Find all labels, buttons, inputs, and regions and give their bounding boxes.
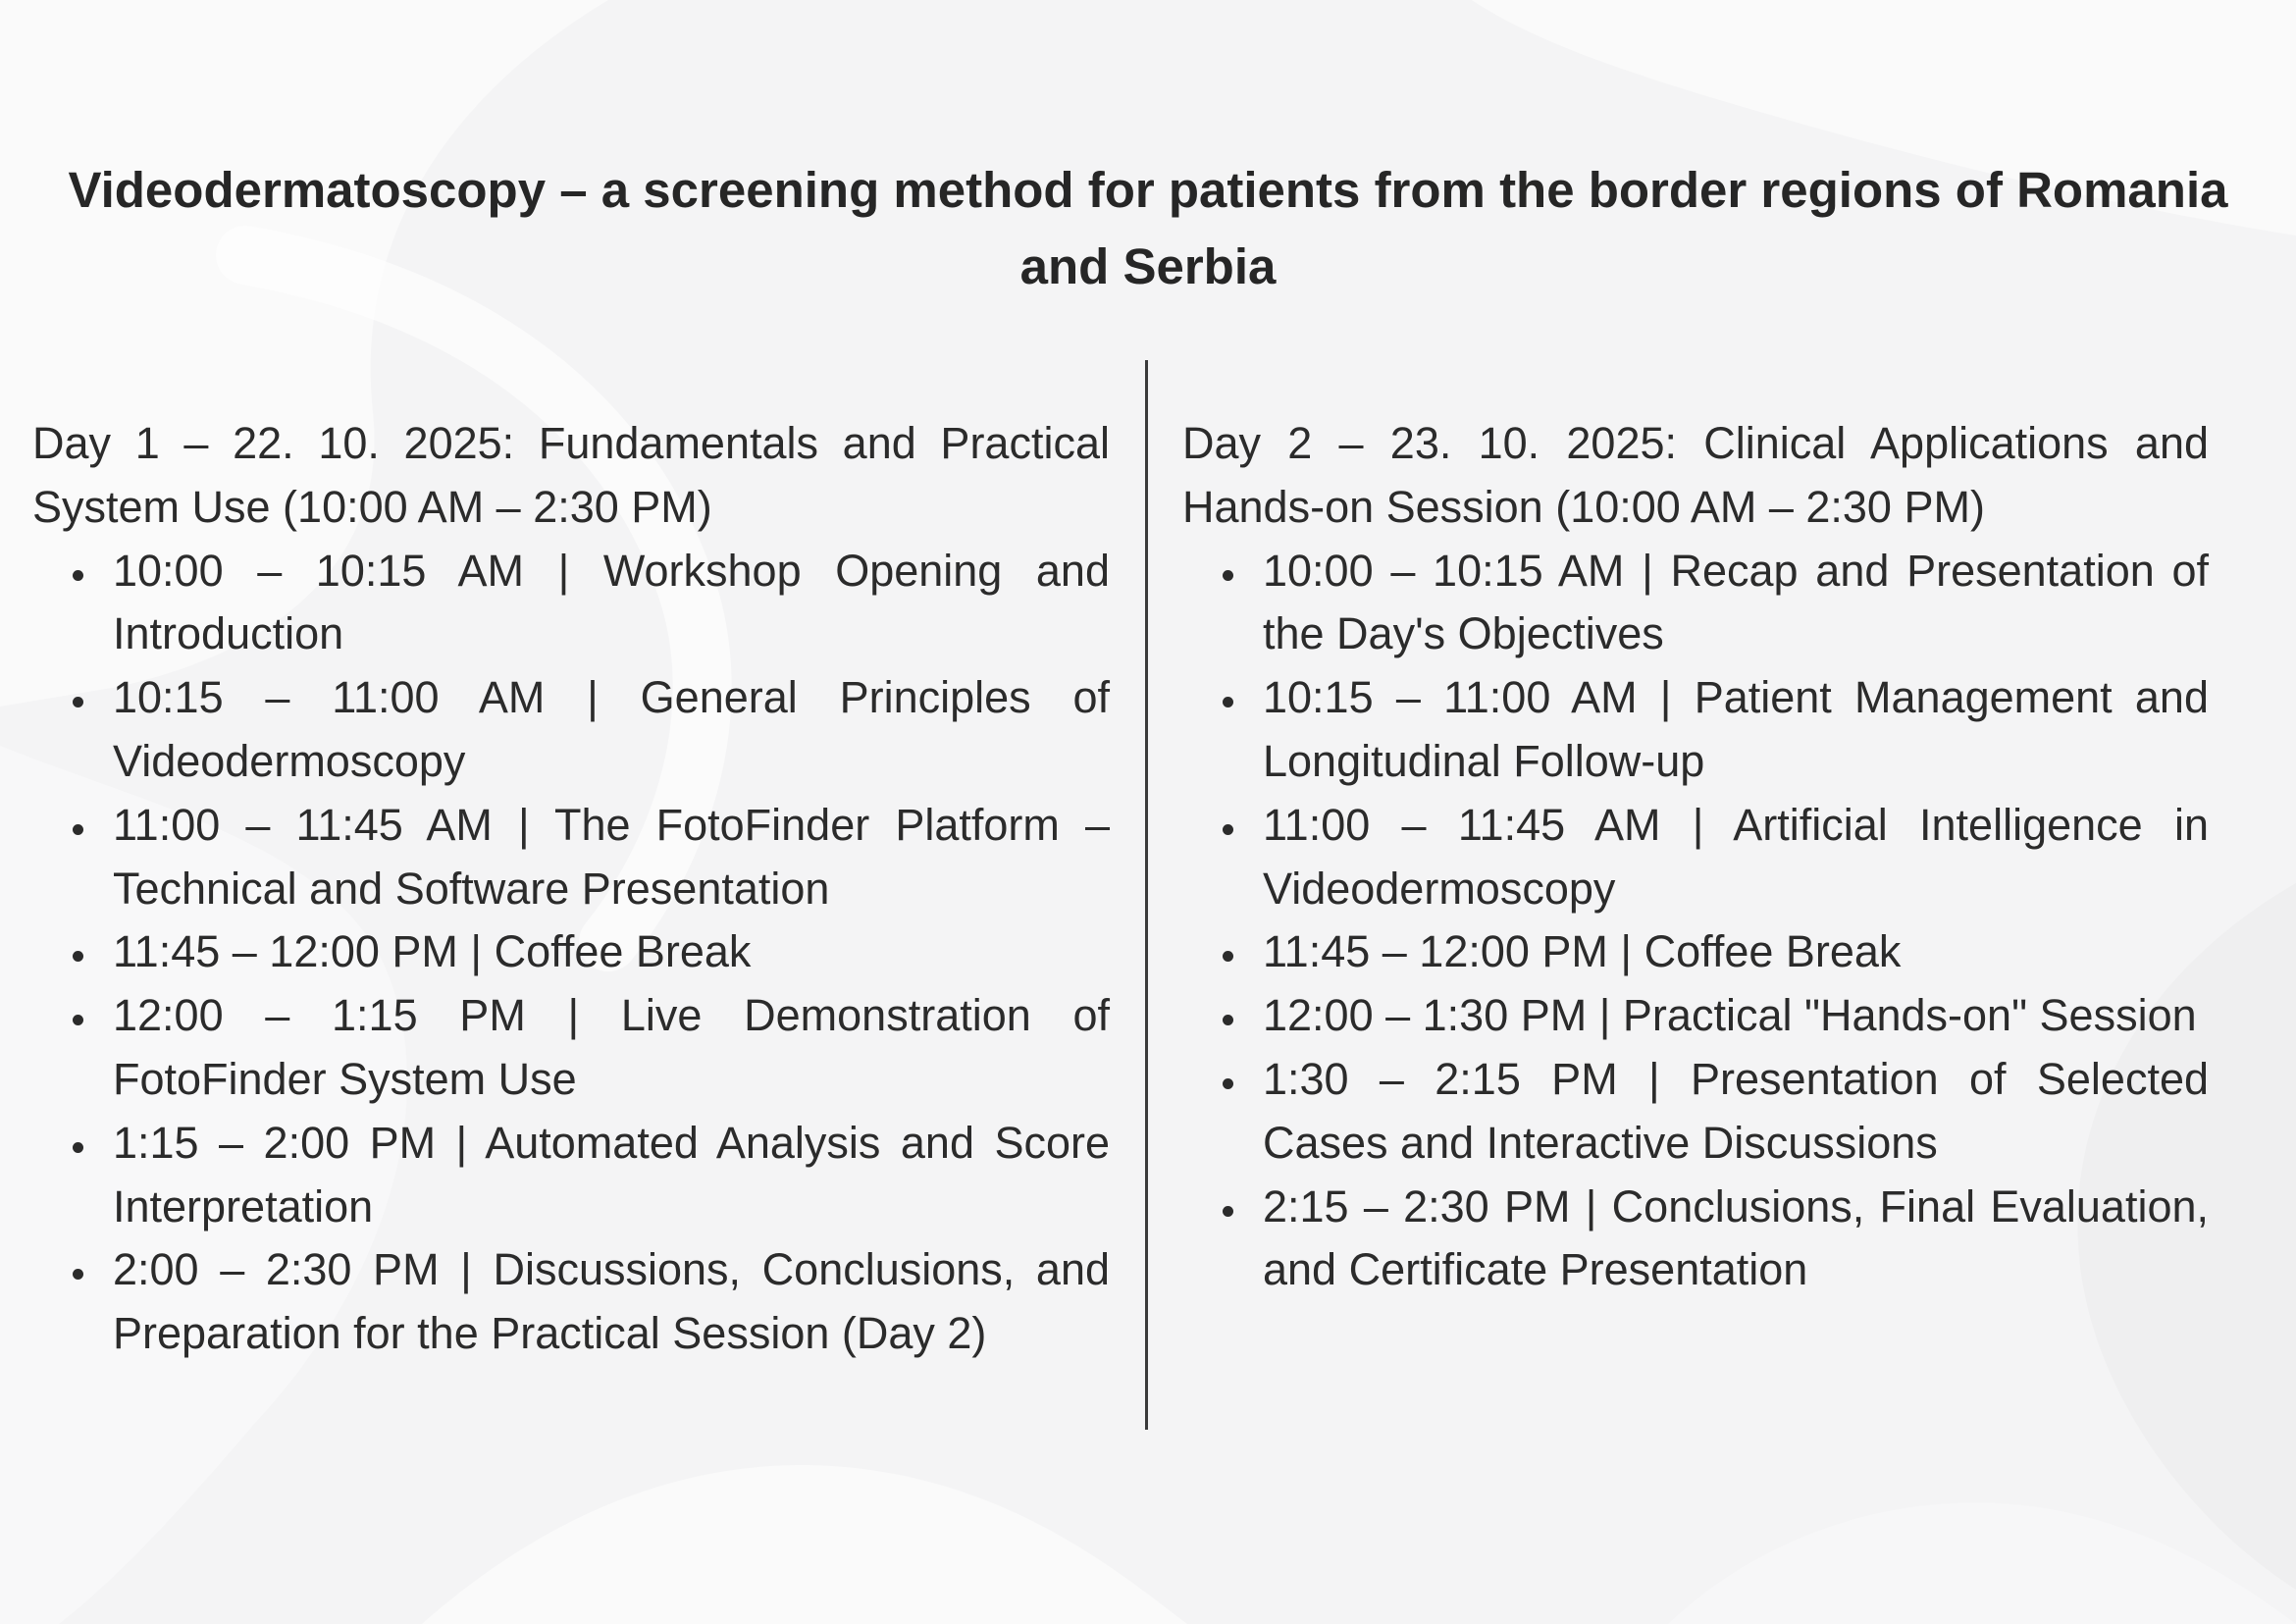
schedule-item-text: 11:00 – 11:45 AM | The FotoFinder Platform – Technical and Software Presentation — [113, 799, 1110, 914]
column-divider — [1145, 360, 1148, 1430]
schedule-item-text: 11:00 – 11:45 AM | Artificial Intelligence in Videodermoscopy — [1263, 799, 2209, 914]
list-item — [1182, 1048, 2209, 1176]
schedule-item-text: 10:15 – 11:00 AM | General Principles of Videodermoscopy — [113, 672, 1110, 786]
list-item — [32, 984, 1110, 1112]
day2-schedule-list — [1182, 540, 2209, 1303]
list-item — [32, 920, 1110, 984]
day2-header: Day 2 – 23. 10. 2025: Clinical Applications and Hands-on Session (10:00 AM – 2:30 PM) — [1182, 418, 2209, 532]
bullet-icon — [73, 697, 83, 707]
list-item — [1182, 540, 2209, 667]
schedule-item-text: 11:45 – 12:00 PM | Coffee Break — [113, 926, 752, 977]
schedule-item-text: 12:00 – 1:15 PM | Live Demonstration of FotoFinder System Use — [113, 990, 1110, 1104]
list-item — [1182, 666, 2209, 794]
list-item — [32, 666, 1110, 794]
list-item — [32, 540, 1110, 667]
day2-column — [1182, 412, 2209, 1302]
schedule-item-text: 10:00 – 10:15 AM | Recap and Presentation of the Day's Objectives — [1263, 545, 2209, 659]
schedule-item-text: 12:00 – 1:30 PM | Practical "Hands-on" Session — [1263, 990, 2197, 1041]
day1-schedule-list — [32, 540, 1110, 1366]
bullet-icon — [73, 1142, 83, 1153]
schedule-item-text: 10:00 – 10:15 AM | Workshop Opening and Introduction — [113, 545, 1110, 659]
bullet-icon — [73, 1269, 83, 1280]
list-item — [32, 794, 1110, 921]
bullet-icon — [1223, 1015, 1233, 1025]
day1-column — [32, 412, 1110, 1366]
schedule-item-text: 2:15 – 2:30 PM | Conclusions, Final Evaluation, and Certificate Presentation — [1263, 1180, 2209, 1295]
bullet-icon — [73, 570, 83, 581]
schedule-item-text: 2:00 – 2:30 PM | Discussions, Conclusions, and Preparation for the Practical Session (Day 2) — [113, 1244, 1110, 1359]
bullet-icon — [1223, 697, 1233, 707]
list-item — [1182, 984, 2209, 1048]
list-item — [1182, 794, 2209, 921]
page-title: Videodermatoscopy – a screening method for patients from the border regions of Romania and Serbia — [68, 162, 2228, 294]
list-item — [1182, 920, 2209, 984]
schedule-item-text: 10:15 – 11:00 AM | Patient Management and Longitudinal Follow-up — [1263, 672, 2209, 786]
schedule-item-text: 11:45 – 12:00 PM | Coffee Break — [1263, 926, 1902, 977]
list-item — [32, 1238, 1110, 1366]
list-item — [32, 1112, 1110, 1239]
schedule-item-text: 1:15 – 2:00 PM | Automated Analysis and Score Interpretation — [113, 1117, 1110, 1231]
bullet-icon — [1223, 824, 1233, 835]
schedule-item-text: 1:30 – 2:15 PM | Presentation of Selected Cases and Interactive Discussions — [1263, 1053, 2209, 1168]
bullet-icon — [1223, 1078, 1233, 1089]
bullet-icon — [73, 951, 83, 962]
bullet-icon — [1223, 1206, 1233, 1217]
bullet-icon — [1223, 951, 1233, 962]
bullet-icon — [1223, 570, 1233, 581]
bullet-icon — [73, 1015, 83, 1025]
day1-header: Day 1 – 22. 10. 2025: Fundamentals and Practical System Use (10:00 AM – 2:30 PM) — [32, 418, 1110, 532]
list-item — [1182, 1176, 2209, 1303]
bullet-icon — [73, 824, 83, 835]
